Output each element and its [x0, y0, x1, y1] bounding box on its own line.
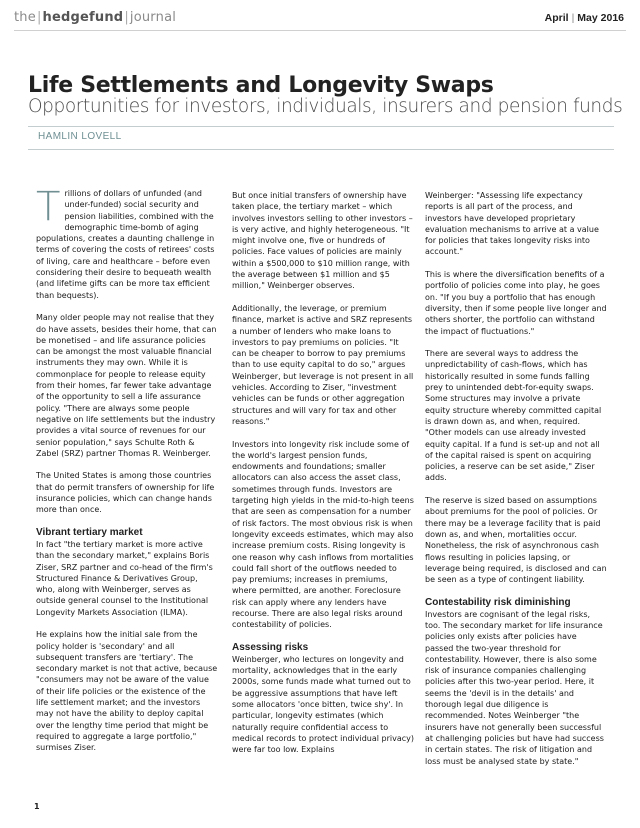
paragraph: He explains how the initial sale from the policy holder is 'secondary' and all subsequent transfers are 'tertiary'. The secondary market is not that active, because "consumers may not be aware of the value of their life policies or the existence of the life settlement market; and the investors may not have the ability to deploy capital over the lengthy time period that might be required to aggregate a large portfolio," surmises Ziser.: [36, 630, 218, 753]
paragraph: Investors are cognisant of the legal risks, too. The secondary market for life insurance policies only exists after policies have passed the two-year threshold for contestability. However, there is also some risk of insurance companies challenging policies after this two-year period. Here, it seems the 'devil is in the details' and thorough legal due diligence is recommended. Notes Weinberger "the insurers have not generally been successful at challenging policies but have had success in certain states. The risk of litigation and loss must be analysed state by state.": [425, 609, 604, 766]
paragraph: Weinberger, who lectures on longevity and mortality, acknowledges that in the early 2000s, some funds made what turned out to be aggressive assumptions that have left some allocators 'once bitten, twice shy'. In particular, longevity estimates (which naturally require confidential access to medical records to protect individual privacy) were far too low. Explains: [232, 654, 414, 755]
section-heading: Vibrant tertiary market: [36, 526, 143, 538]
issue-month-right: May 2016: [577, 12, 624, 24]
paragraph: Additionally, the leverage, or premium finance, market is active and SRZ represents a number of lenders who make loans to investors to pay premiums on policies. "It can be cheaper to borrow to pay premiums than to use equity capital to do so," argues Weinberger, but leverage is not present in all vehicles. According to Ziser, "investment vehicles can be funds or other aggregation structures and will vary for tax and other reasons.": [232, 303, 414, 426]
column-2: [232, 190, 414, 767]
paragraph: In fact "the tertiary market is more active than the secondary market," explains Boris Ziser, SRZ partner and co-head of the firm's Structured Finance & Derivatives Group, who, along with Weinberger, serves as outside general counsel to the Institutional Longevity Markets Association (ILMA).: [36, 539, 213, 617]
issue-date: April | May 2016: [544, 12, 624, 24]
column-1: [36, 184, 218, 765]
page-number: 1: [34, 802, 40, 811]
byline-bar: [28, 126, 614, 150]
article-title: Life Settlements and Longevity Swaps: [28, 73, 494, 98]
paragraph: Trillions of dollars of unfunded (and under-funded) social security and pension liabilities, combined with the demographic time-bomb of aging populations, creates a daunting challenge in terms of covering the costs of retirees' costs of living, care and healthcare – before even considering their desire to bequeath wealth (and lifetime gifts can be more tax efficient than bequests).: [36, 184, 215, 300]
issue-month-left: April: [544, 12, 569, 24]
masthead-brand: hedgefund: [42, 10, 124, 25]
paragraph: But once initial transfers of ownership have taken place, the tertiary market – which involves investors selling to other investors – is very active, and highly heterogeneous. "It might involve one, five or hundreds of policies. Face values of policies are mainly within a $500,000 to $10 million range, with the average between $1 million and $5 million," Weinberger observes.: [232, 191, 413, 291]
paragraph: There are several ways to address the unpredictability of cash-flows, which has historically resulted in some funds falling prey to unintended debt-for-equity swaps. Some structures may involve a private equity structure whereby committed capital is drawn down as, and when, required. "Other models can use already invested equity capital. If a fund is set-up and not all of the capital raised is spent on acquiring policies, a reserve can be set aside," Ziser adds.: [425, 349, 602, 483]
paragraph: The United States is among those countries that do permit transfers of ownership for life insurance policies, which can change hands more than once.: [36, 471, 215, 515]
column-3: [425, 190, 607, 778]
section-heading: Assessing risks: [232, 641, 309, 653]
masthead-the: the: [14, 10, 36, 25]
paragraph: This is where the diversification benefits of a portfolio of policies come into play, he goes on. "If you buy a portfolio that has enough diversity, then if some people live longer and others shorter, the portfolio can withstand the impact of fluctuations.": [425, 270, 607, 336]
paragraph: Investors into longevity risk include some of the world's largest pension funds, endowments and foundations; smaller allocators can also access the asset class, sometimes through funds. Investors are targeting high yields in the mid-to-high teens that are seen as compensation for a number of risk factors. The most obvious risk is when longevity exceeds estimates, which may also increase premium costs. Rising longevity is one reason why cash inflows from mortalities could fall short of the outflows needed to pay premiums; increases in premiums, where permitted, are another. Foreclosure risk can apply where any lenders have recourse. There are also legal risks around contestability of policies.: [232, 439, 414, 630]
paragraph: Many older people may not realise that they do have assets, besides their home, that can be monetised – and life assurance policies can be amongst the most valuable financial instruments they may own. While it is commonplace for people to release equity from their homes, far fewer take advantage of the opportunity to sell a life assurance policy. "There are always some people negative on life settlements but the industry provides a vital source of revenues for our senior population," says Schulte Roth & Zabel (SRZ) partner Thomas R. Weinberger.: [36, 313, 217, 458]
drop-cap: T: [36, 184, 61, 230]
author-name: HAMLIN LOVELL: [38, 131, 122, 142]
paragraph: The reserve is sized based on assumptions about premiums for the pool of policies. Or there may be a leverage facility that is paid down as, and when, mortalities occur. Nonetheless, the risk of asynchronous cash flows resulting in policies lapsing, or leverage being required, is disclosed and can be seen as a type of contingent liability.: [425, 496, 607, 585]
header-rule: [14, 30, 626, 31]
article-subtitle: Opportunities for investors, individuals, insurers and pension funds: [28, 96, 623, 117]
paragraph: Weinberger: "Assessing life expectancy reports is all part of the process, and investors have developed proprietary evaluation mechanisms to arrive at a value for policies that takes longevity risks into account.": [425, 191, 599, 257]
masthead-journal: journal: [129, 10, 177, 25]
section-heading: Contestability risk diminishing: [425, 596, 571, 608]
masthead-logo: the|hedgefund|journal: [14, 10, 177, 25]
